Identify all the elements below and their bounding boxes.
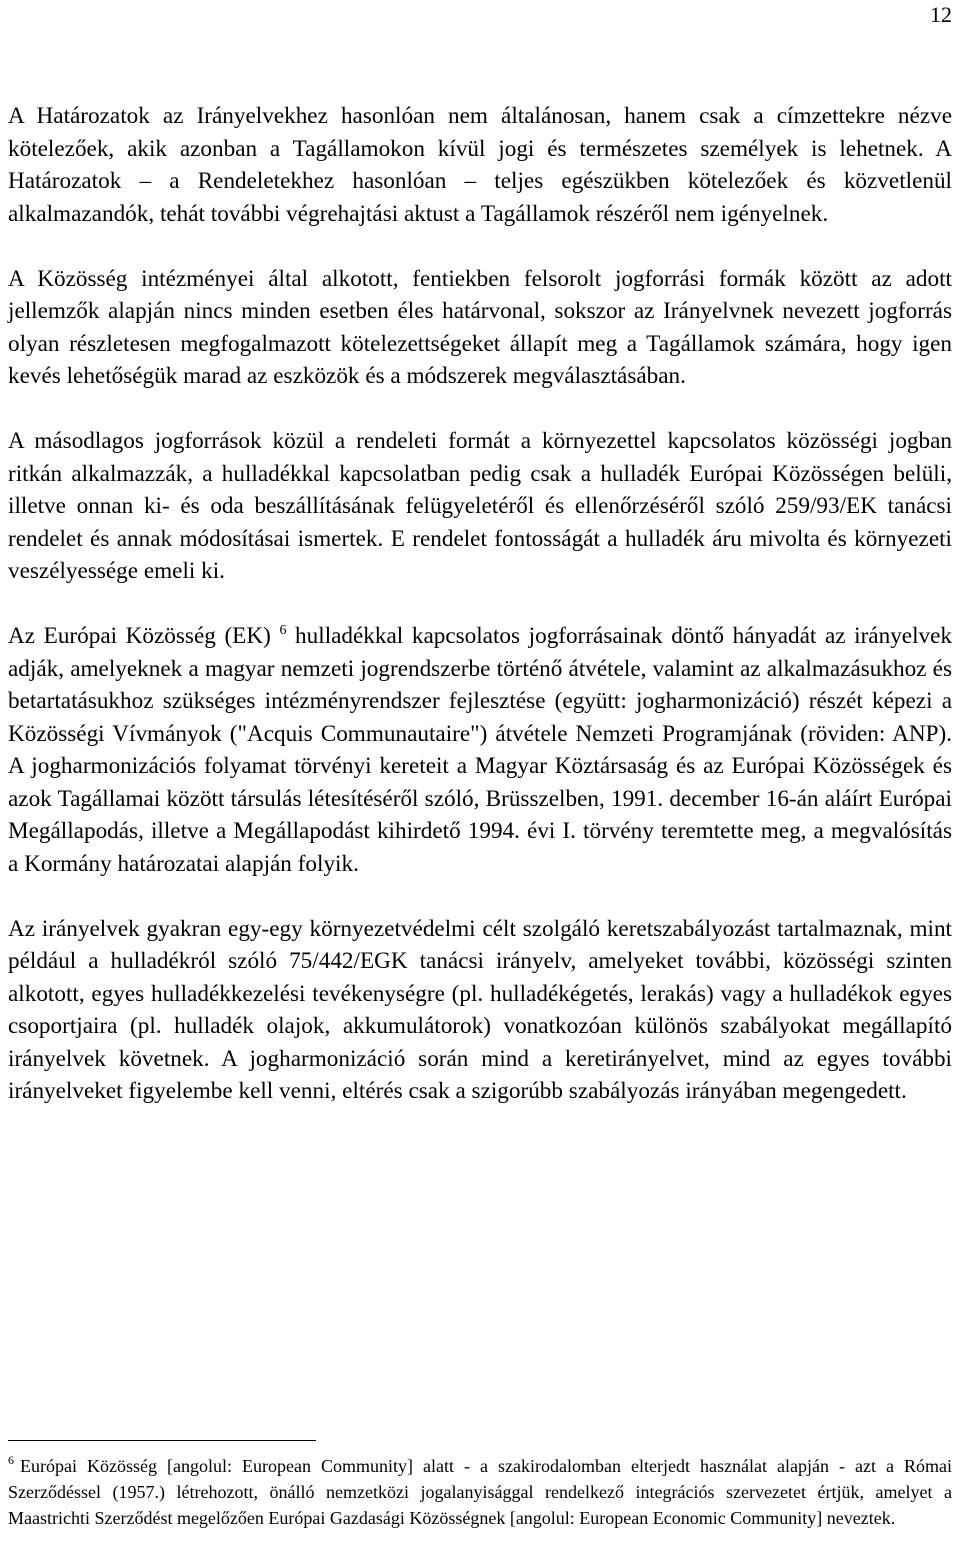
footnote-text: Európai Közösség [angolul: European Community] alatt - a szakirodalomban elterjedt használat alapján - azt a Római Szerződéssel (1957.) létrehozott, önálló nemzetközi jogalanyisággal rendelkező integrációs szervezetet értjük, amelyet a Maastrichti Szerződést megelőzően Európai Gazdasági Közösségnek [angolul: European Economic Community] neveztek. [8,1456,952,1528]
paragraph-1: A Határozatok az Irányelvekhez hasonlóan nem általánosan, hanem csak a címzettekre nézve kötelezőek, akik azonban a Tagállamokon kívül jogi és természetes személyek is lehetnek. A Határozatok – a Rendeletekhez hasonlóan – teljes egészükben kötelezőek és közvetlenül alkalmazandók, tehát további végrehajtási aktust a Tagállamok részéről nem igényelnek. [8,103,952,227]
paragraph-5: Az irányelvek gyakran egy-egy környezetvédelmi célt szolgáló keretszabályozást tartalmaznak, mint például a hulladékról szóló 75/442/EGK tanácsi irányelv, amelyeket további, közösségi szinten alkotott, egyes hulladékkezelési tevékenységre (pl. hulladékégetés, lerakás) vagy a hulladékok egyes csoportjaira (pl. hulladék olajok, akkumulátorok) vonatkozóan különös szabályokat megállapító irányelvek követnek. A jogharmonizáció során mind a keretirányelvet, mind az egyes további irányelveket figyelembe kell venni, eltérés csak a szigorúbb szabályozás irányában megengedett. [8,915,952,1104]
paragraph-4-body: hulladékkal kapcsolatos jogforrásainak döntő hányadát az irányelvek adják, amelyeknek a magyar nemzeti jogrendszerbe történő átvétele, valamint az alkalmazásukhoz és betartatásukhoz szükséges intézményrendszer fejlesztése (együtt: jogharmonizáció) részét képezi a Közösségi Vívmányok ("Acquis Communautaire") átvétele Nemzeti Programjának (röviden: ANP). A jogharmonizációs folyamat törvényi kereteit a Magyar Köztársaság és az Európai Közösségek és azok Tagállamai között társulás létesítéséről szóló, Brüsszelben, 1991. december 16-án aláírt Európai Megállapodás, illetve a Megállapodást kihirdető 1994. évi I. törvény teremtette meg, a megvalósítás a Kormány határozatai alapján folyik. [8,623,953,877]
paragraph-2: A Közösség intézményei által alkotott, fentiekben felsorolt jogforrási formák között az adott jellemzők alapján nincs minden esetben éles határvonal, sokszor az Irányelvnek nevezett jogforrás olyan részletesen megfogalmazott kötelezettségeket állapít meg a Tagállamok számára, hogy igen kevés lehetőségük marad az eszközök és a módszerek megválasztásában. [8,265,952,389]
footnote [8,1453,952,1531]
paragraph-4 [8,620,952,880]
paragraph-4-lead: Az Európai Közösség (EK) [8,623,271,649]
footnote-separator [8,1440,316,1441]
body-text [8,100,952,1108]
footnote-mark: 6 [8,1453,14,1467]
paragraph-3: A másodlagos jogforrások közül a rendeleti formát a környezettel kapcsolatos közösségi jogban ritkán alkalmazzák, a hulladékkal kapcsolatban pedig csak a hulladék Európai Közösségen belüli, illetve onnan ki- és oda beszállításának felügyeletéről és ellenőrzéséről szóló 259/93/EK tanácsi rendelet és annak módosításai ismertek. E rendelet fontosságát a hulladék áru mivolta és környezeti veszélyessége emeli ki. [8,428,952,584]
page-number: 12 [930,2,952,27]
footnote-reference[interactable]: 6 [279,623,287,638]
